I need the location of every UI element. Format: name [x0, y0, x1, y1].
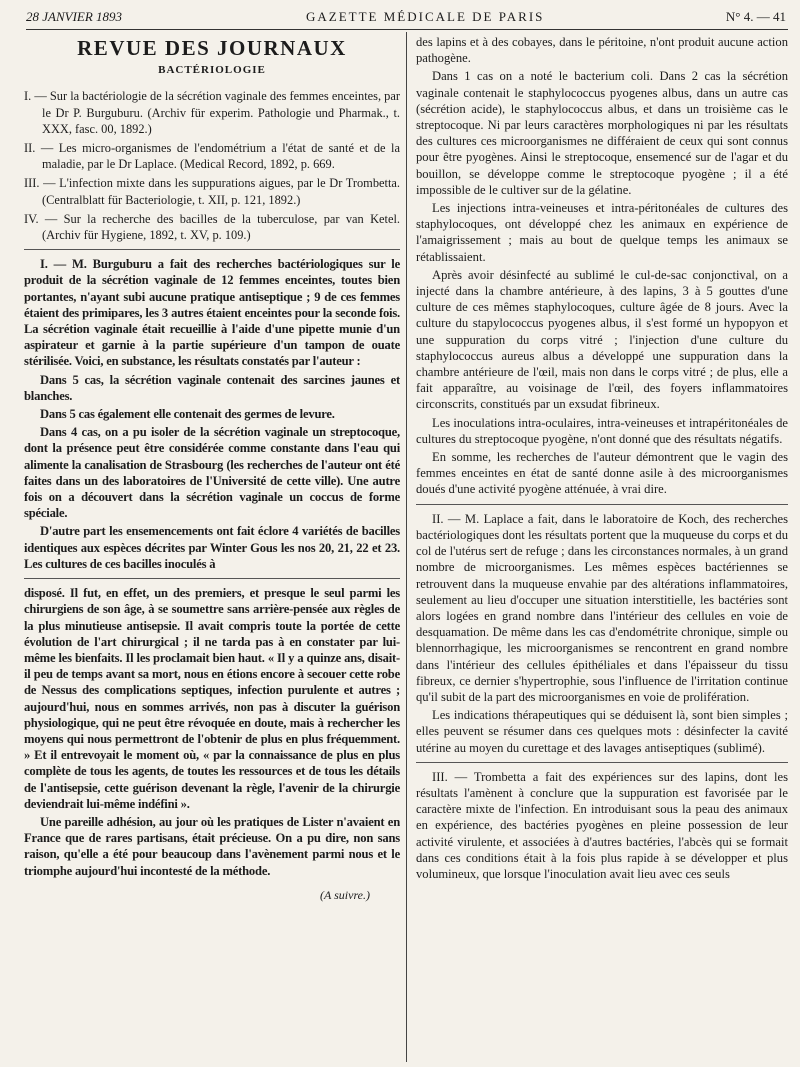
paragraph: Après avoir désinfecté au sublimé le cul-de-sac conjonctival, on a injecté dans la chambre antérieure, à des lapins, 3 à 5 gouttes d'une culture de ces mêmes staphylocoques, culture âgée de 8 jours. Avec la culture du stapylococcus pyogenes albus, il s'est formé un hypopyon et une suppuration du corps vitré ; l'injection d'une culture du staphylococcus aureus albus a développé une suppuration dans la chambre antérieure de l'œil, mais non dans le corps vitré ; de plus, elle a fait apparaître, au voisinage de l'œil, des foyers inflammatoires circonscrits, constitués par un exsudat fibrineux.	[416, 267, 788, 412]
paragraph: des lapins et à des cobayes, dans le péritoine, n'ont produit aucune action pathogène.	[416, 35, 788, 66]
rule	[416, 504, 788, 505]
header-title: GAZETTE MÉDICALE DE PARIS	[306, 9, 545, 24]
paragraph: disposé. Il fut, en effet, un des premiers, et presque le seul parmi les chirurgiens de son âge, à se soumettre sans arrière-pensée aux règles de la plus minutieuse antisepsie. Il avait compris toute la portée de cette évolution de l'art chirurgical ; il ne tarda pas à en constater par lui-même les bienfaits. Il les proclamait bien haut. « Il y a quinze ans, disait-il peu de temps avant sa mort, nous en étions encore à secouer cette robe de Nessus des complications septiques, infection purulente et autres ; aujourd'hui, nous en sommes arrivés, non pas à discuter la guérison physiologique, qui ne peut être révoquée en doute, mais à rechercher les moyens qui nous permettront de l'obtenir de plus en plus fréquemment. » Et il entrevoyait le moment où, « par la connaissance de plus en plus complète de tous les agents, de toutes les ressources et de tous les détails de l'antisepsie, cette guérison devenant la règle, l'avenir de la chirurgie deviendrait lui-même indéfini ».	[24, 586, 400, 811]
paragraph: III. — Trombetta a fait des expériences sur des lapins, dont les résultats l'amènent à conclure que la suppuration est favorisée par le caractère mixte de l'infection. En introduisant sous la peau des animaux en expérience, des bactéries pyogènes en pleine possession de leur activité virulente, et associées à d'autres bactéries, l'abcès qui se formait dans ces conditions était à la fois plus rapide à se développer et plus volumineux, que lorsque l'inoculation avait lieu avec ces seuls	[416, 769, 788, 881]
paragraph: En somme, les recherches de l'auteur démontrent que le vagin des femmes enceintes en état de santé donne asile à des microorganismes doués d'une activité pyogène atténuée, à vrai dire.	[416, 450, 788, 497]
newspaper-page	[18, 4, 788, 1062]
left-column	[24, 34, 400, 1059]
header-date: 28 JANVIER 1893	[26, 9, 123, 24]
paragraph: D'autre part les ensemencements ont fait éclore 4 variétés de bacilles identiques aux espèces décrites par Winter Gous les nos 20, 21, 22 et 23. Les cultures de ces bacilles inoculés à	[24, 524, 400, 571]
reference-3: III. — L'infection mixte dans les suppurations aigues, par le Dr Trombetta. (Centralblatt für Bacteriologie, t. XII, p. 121, 1892.)	[24, 176, 400, 207]
paragraph: Les inoculations intra-oculaires, intra-veineuses et intrapéritonéales de cultures du streptocoque pyogène, n'ont donné que des résultats négatifs.	[416, 415, 788, 446]
paragraph: II. — M. Laplace a fait, dans le laboratoire de Koch, des recherches bactériologiques dont les résultats portent que la muqueuse du corps et du col de l'utérus sert de refuge ; dans les circonstances normales, à un grand nombre de microorganismes. Les mêmes espèces bactériennes se retrouvent dans la muqueuse envahie par des altérations inflammatoires, seulement au lieu d'occuper une situation interstitielle, les bactéries sont alors logées en grand nombre dans l'intérieur des cellules en voie de desquamation. De même dans les cas d'endométrite chronique, simple ou blennorrhagique, les microorganismes se rencontrent en grand nombre dans l'intérieur des cellules épithéliales et dans l'épaisseur du tissu fibreux, ce dernier s'hypertrophie, sous l'influence de l'irritation continue qu'il subit de la part des microorganismes en voie de prolifération.	[416, 511, 788, 704]
rubric-subtitle: BACTÉRIOLOGIE	[158, 64, 266, 77]
paragraph: Dans 4 cas, on a pu isoler de la sécrétion vaginale un streptocoque, dont la présence peut être considérée comme constante dans l'eau qui alimente la canalisation de Strasbourg (les recherches de l'auteur ont été faites dans un des laboratoires de l'Université de cette ville). Une autre fois on a découvert dans la sécrétion vaginale un coccus de forme spéciale.	[24, 425, 400, 521]
to-be-continued: (A suivre.)	[320, 887, 370, 902]
paragraph: Dans 1 cas on a noté le bacterium coli. Dans 2 cas la sécrétion vaginale contenait le staphylococcus pyogenes albus, dans un autre cas (sécrétion acide), le staphylococcus albus, et dans un troisième cas le streptocoque. Ni par leurs caractères morphologiques ni par les résultats des cultures ces microorganismes ne différaient de ceux qui sont connus pour être pyogènes. Ainsi le streptocoque, ensemencé sur de l'agar et du bouillon, se développe comme le streptocoque pyogène ; il a été impossible de le cultiver sur de la gélatine.	[416, 69, 788, 197]
reference-4: IV. — Sur la recherche des bacilles de la tuberculose, par van Ketel. (Archiv für Hygiene, 1892, t. XV, p. 109.)	[24, 211, 400, 243]
header-page-number: N° 4. — 41	[725, 9, 786, 24]
reference-1: I. — Sur la bactériologie de la sécrétion vaginale des femmes enceintes, par le Dr P. Burguburu. (Archiv für experim. Pathologie und Pharmak., t. XXX, fasc. 00, 1892.)	[24, 89, 400, 136]
rule	[24, 249, 400, 250]
paragraph: Les indications thérapeutiques qui se déduisent là, sont bien simples ; elles peuvent se résumer dans ces quelques mots : désinfecter la cavité utérine au moyen du curettage et des lavages antiseptiques (sublimé).	[416, 708, 788, 755]
paragraph: I. — M. Burguburu a fait des recherches bactériologiques sur le produit de la sécrétion vaginale de 12 femmes enceintes, toutes bien portantes, n'ayant subi aucune pratique antiseptique ; 9 de ces femmes étaient des primipares, les 3 autres étaient enceintes pour la seconde fois. La sécrétion vaginale était recueillie à l'aide d'une pipette munie d'un aspirateur et garnie à la partie supérieure d'un tampon de ouate stérilisée. Voici, en substance, les résultats constatés par l'auteur :	[24, 257, 400, 369]
rubric-title: REVUE DES JOURNAUX	[77, 36, 347, 60]
reference-2: II. — Les micro-organismes de l'endométrium a l'état de santé et de la maladie, par le Dr Laplace. (Medical Record, 1892, p. 669.	[24, 141, 400, 172]
column-divider	[406, 32, 407, 1062]
rule	[24, 578, 400, 579]
right-column	[416, 34, 788, 1059]
paragraph: Dans 5 cas également elle contenait des germes de levure.	[40, 407, 335, 422]
paragraph: Les injections intra-veineuses et intra-péritonéales de cultures des staphylocoques, ont développé chez les animaux en expérience de l'amaigrissement ; mais au bout de quelque temps les animaux se rétablissaient.	[416, 201, 788, 264]
running-header	[26, 6, 788, 30]
paragraph: Une pareille adhésion, au jour où les pratiques de Lister n'avaient en France que de rares partisans, était précieuse. On a pu dire, non sans raison, qu'elle a été pour beaucoup dans l'avènement parmi nous et le triomphe aujourd'hui incontesté de la méthode.	[24, 814, 400, 878]
paragraph: Dans 5 cas, la sécrétion vaginale contenait des sarcines jaunes et blanches.	[24, 372, 400, 403]
rule	[416, 762, 788, 763]
